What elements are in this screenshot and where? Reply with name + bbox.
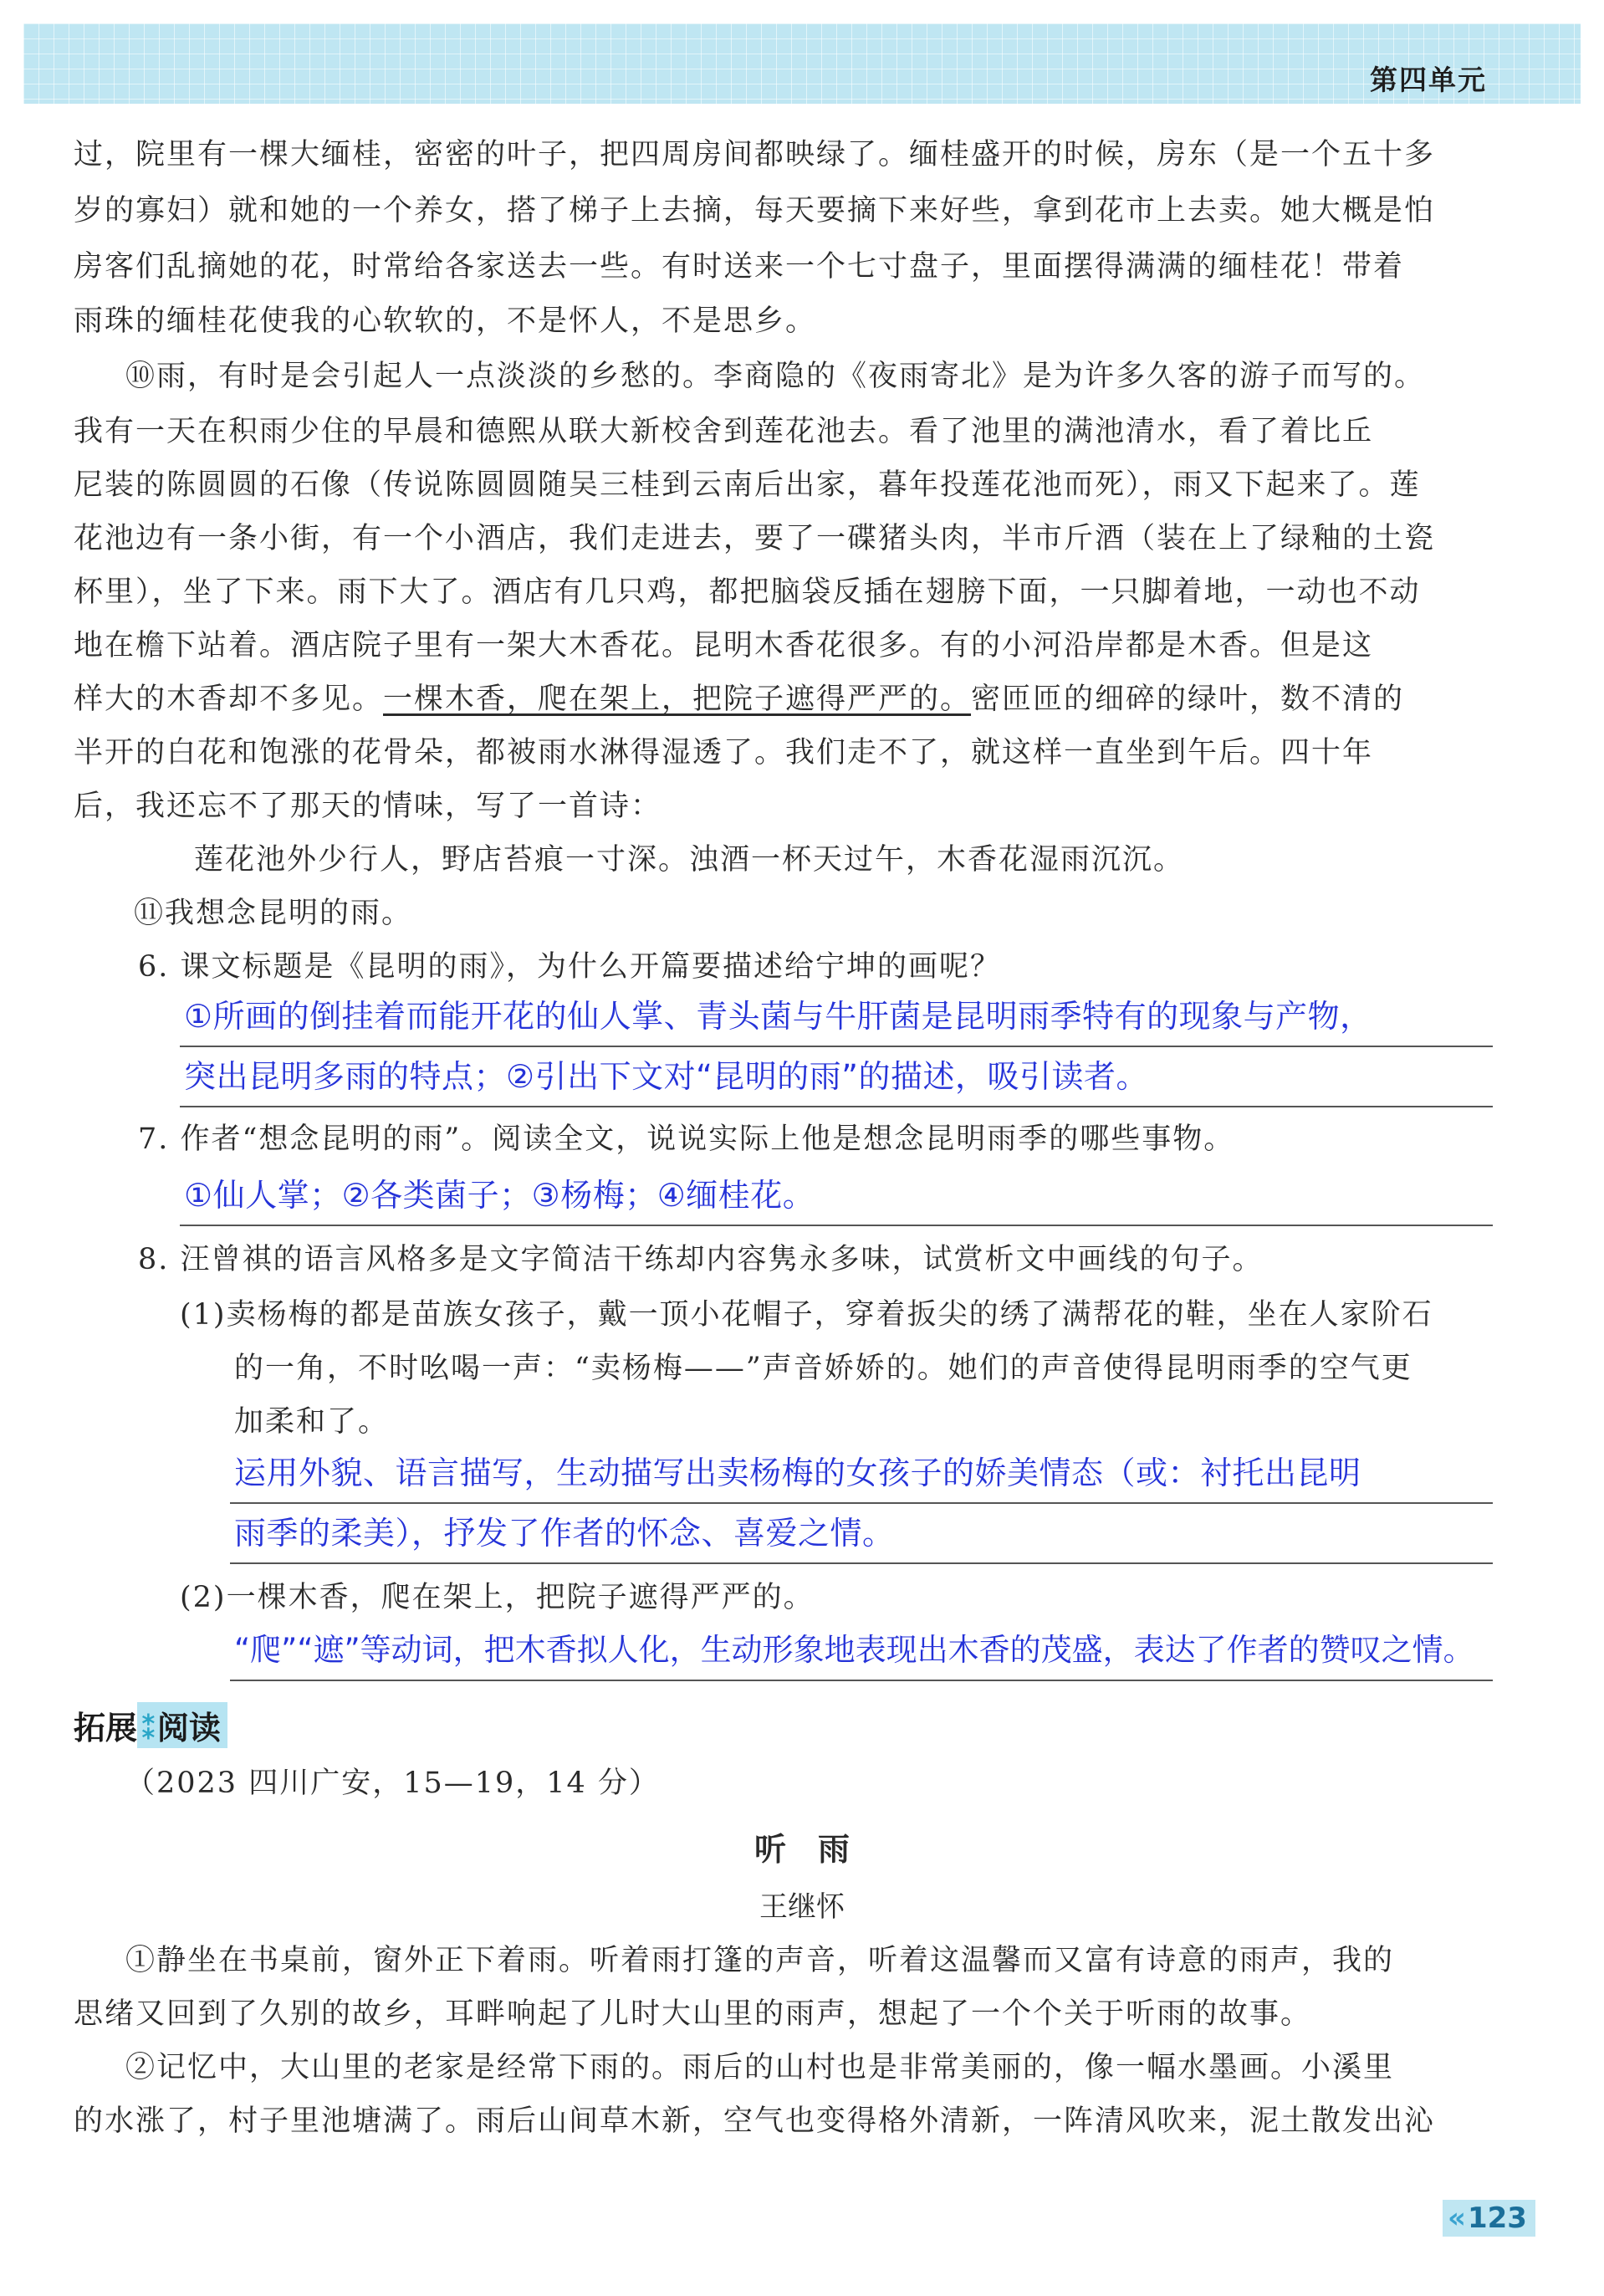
text-line: [74, 681, 1495, 718]
question-6: 6. 课文标题是《昆明的雨》，为什么开篇要描述给宁坤的画呢？: [138, 950, 1002, 984]
underlined-sentence: 一棵木香，爬在架上，把院子遮得严严的。: [383, 683, 972, 716]
text-segment: 样大的木香却不多见。: [74, 683, 384, 716]
text-line: 后，我还忘不了那天的情味，写了一首诗：: [74, 790, 662, 823]
text-line: 过，院里有一棵大缅桂，密密的叶子，把四周房间都映绿了。缅桂盛开的时候，房东（是一个五十多: [74, 138, 1436, 171]
answer-rule: [230, 1562, 1493, 1564]
page-number: [1443, 2200, 1535, 2237]
double-chevron-left-icon: «: [1448, 2201, 1466, 2235]
question-8-sub1: 的一角，不时吆喝一声：“卖杨梅——”声音娇娇的。她们的声音使得昆明雨季的空气更: [234, 1352, 1412, 1385]
text-line: 思绪又回到了久别的故乡，耳畔响起了儿时大山里的雨声，想起了一个个关于听雨的故事。: [74, 1997, 1312, 2031]
answer-6-line1: ①所画的倒挂着而能开花的仙人掌、青头菌与牛肝菌是昆明雨季特有的现象与产物，: [184, 998, 1372, 1035]
text-line: 的水涨了，村子里池塘满了。雨后山间草木新，空气也变得格外清新，一阵清风吹来，泥土散发出沁: [74, 2104, 1436, 2138]
question-8-sub2: (2)一棵木香，爬在架上，把院子遮得严严的。: [180, 1581, 815, 1614]
text-line: 雨珠的缅桂花使我的心软软的，不是怀人，不是思乡。: [74, 304, 817, 338]
answer-rule: [230, 1502, 1493, 1504]
section-title-a: 拓展: [74, 1710, 138, 1746]
question-8-sub1: (1)卖杨梅的都是苗族女孩子，戴一顶小花帽子，穿着扳尖的绣了满帮花的鞋，坐在人家阶石: [180, 1298, 1433, 1332]
answer-rule: [180, 1225, 1493, 1226]
section-title-highlight: [137, 1702, 227, 1748]
answer-8-2: “爬”“遮”等动词，把木香拟人化，生动形象地表现出木香的茂盛，表达了作者的赞叹之情。: [234, 1632, 1474, 1668]
section-mark-icon: ⁑: [140, 1710, 157, 1746]
answer-8-1-line1: 运用外貌、语言描写，生动描写出卖杨梅的女孩子的娇美情态（或：衬托出昆明: [234, 1455, 1361, 1491]
text-line: 房客们乱摘她的花，时常给各家送去一些。有时送来一个七寸盘子，里面摆得满满的缅桂花！带着: [74, 250, 1405, 284]
text-line: 花池边有一条小街，有一个小酒店，我们走进去，要了一碟猪头肉，半市斤酒（装在上了绿釉的土瓷: [74, 522, 1436, 555]
question-8: 8. 汪曾祺的语言风格多是文字简洁干练却内容隽永多味，试赏析文中画线的句子。: [138, 1243, 1264, 1276]
answer-rule: [230, 1680, 1493, 1681]
answer-6-line2: 突出昆明多雨的特点；②引出下文对“昆明的雨”的描述，吸引读者。: [184, 1058, 1148, 1095]
text-line: 地在檐下站着。酒店院子里有一架大木香花。昆明木香花很多。有的小河沿岸都是木香。但是这: [74, 629, 1374, 662]
text-segment: 密匝匝的细碎的绿叶，数不清的: [971, 683, 1405, 716]
text-line: 我有一天在积雨少住的早晨和德熙从联大新校舍到莲花池去。看了池里的满池清水，看了着比丘: [74, 415, 1374, 448]
text-line: ②记忆中，大山里的老家是经常下雨的。雨后的山村也是非常美丽的，像一幅水墨画。小溪里: [125, 2051, 1395, 2084]
text-line: ⑪我想念昆明的雨。: [134, 897, 413, 930]
header-band: [23, 23, 1581, 104]
question-7: 7. 作者“想念昆明的雨”。阅读全文，说说实际上他是想念昆明雨季的哪些事物。: [138, 1122, 1235, 1156]
unit-label: 第四单元: [1370, 64, 1487, 96]
section-title-b: 阅读: [156, 1710, 221, 1746]
essay-title: 听 雨: [753, 1831, 850, 1868]
question-8-sub1: 加柔和了。: [234, 1405, 390, 1439]
answer-rule: [180, 1106, 1493, 1107]
answer-8-1-line2: 雨季的柔美），抒发了作者的怀念、喜爱之情。: [234, 1515, 895, 1552]
section-title: [74, 1702, 227, 1748]
text-line: 杯里），坐了下来。雨下大了。酒店有几只鸡，都把脑袋反插在翅膀下面，一只脚着地，一动也不动: [74, 575, 1421, 609]
answer-rule: [180, 1046, 1493, 1047]
text-line: 尼装的陈圆圆的石像（传说陈圆圆随吴三桂到云南后出家，暮年投莲花池而死），雨又下起来了。莲: [74, 468, 1421, 502]
answer-7: ①仙人掌；②各类菌子；③杨梅；④缅桂花。: [184, 1177, 815, 1214]
source-note: （2023 四川广安，15—19，14 分）: [125, 1767, 660, 1800]
text-line: ①静坐在书桌前，窗外正下着雨。听着雨打篷的声音，听着这温馨而又富有诗意的雨声，我的: [125, 1944, 1395, 1977]
essay-author: 王继怀: [759, 1890, 845, 1924]
poem: 莲花池外少行人，野店苔痕一寸深。浊酒一杯天过午，木香花湿雨沉沉。: [194, 843, 1185, 877]
text-line: ⑩雨，有时是会引起人一点淡淡的乡愁的。李商隐的《夜雨寄北》是为许多久客的游子而写的。: [125, 360, 1426, 393]
page-number-text: 123: [1467, 2201, 1527, 2235]
text-line: 半开的白花和饱涨的花骨朵，都被雨水淋得湿透了。我们走不了，就这样一直坐到午后。四十年: [74, 736, 1374, 770]
text-line: 岁的寡妇）就和她的一个养女，搭了梯子上去摘，每天要摘下来好些，拿到花市上去卖。她大概是怕: [74, 194, 1436, 228]
